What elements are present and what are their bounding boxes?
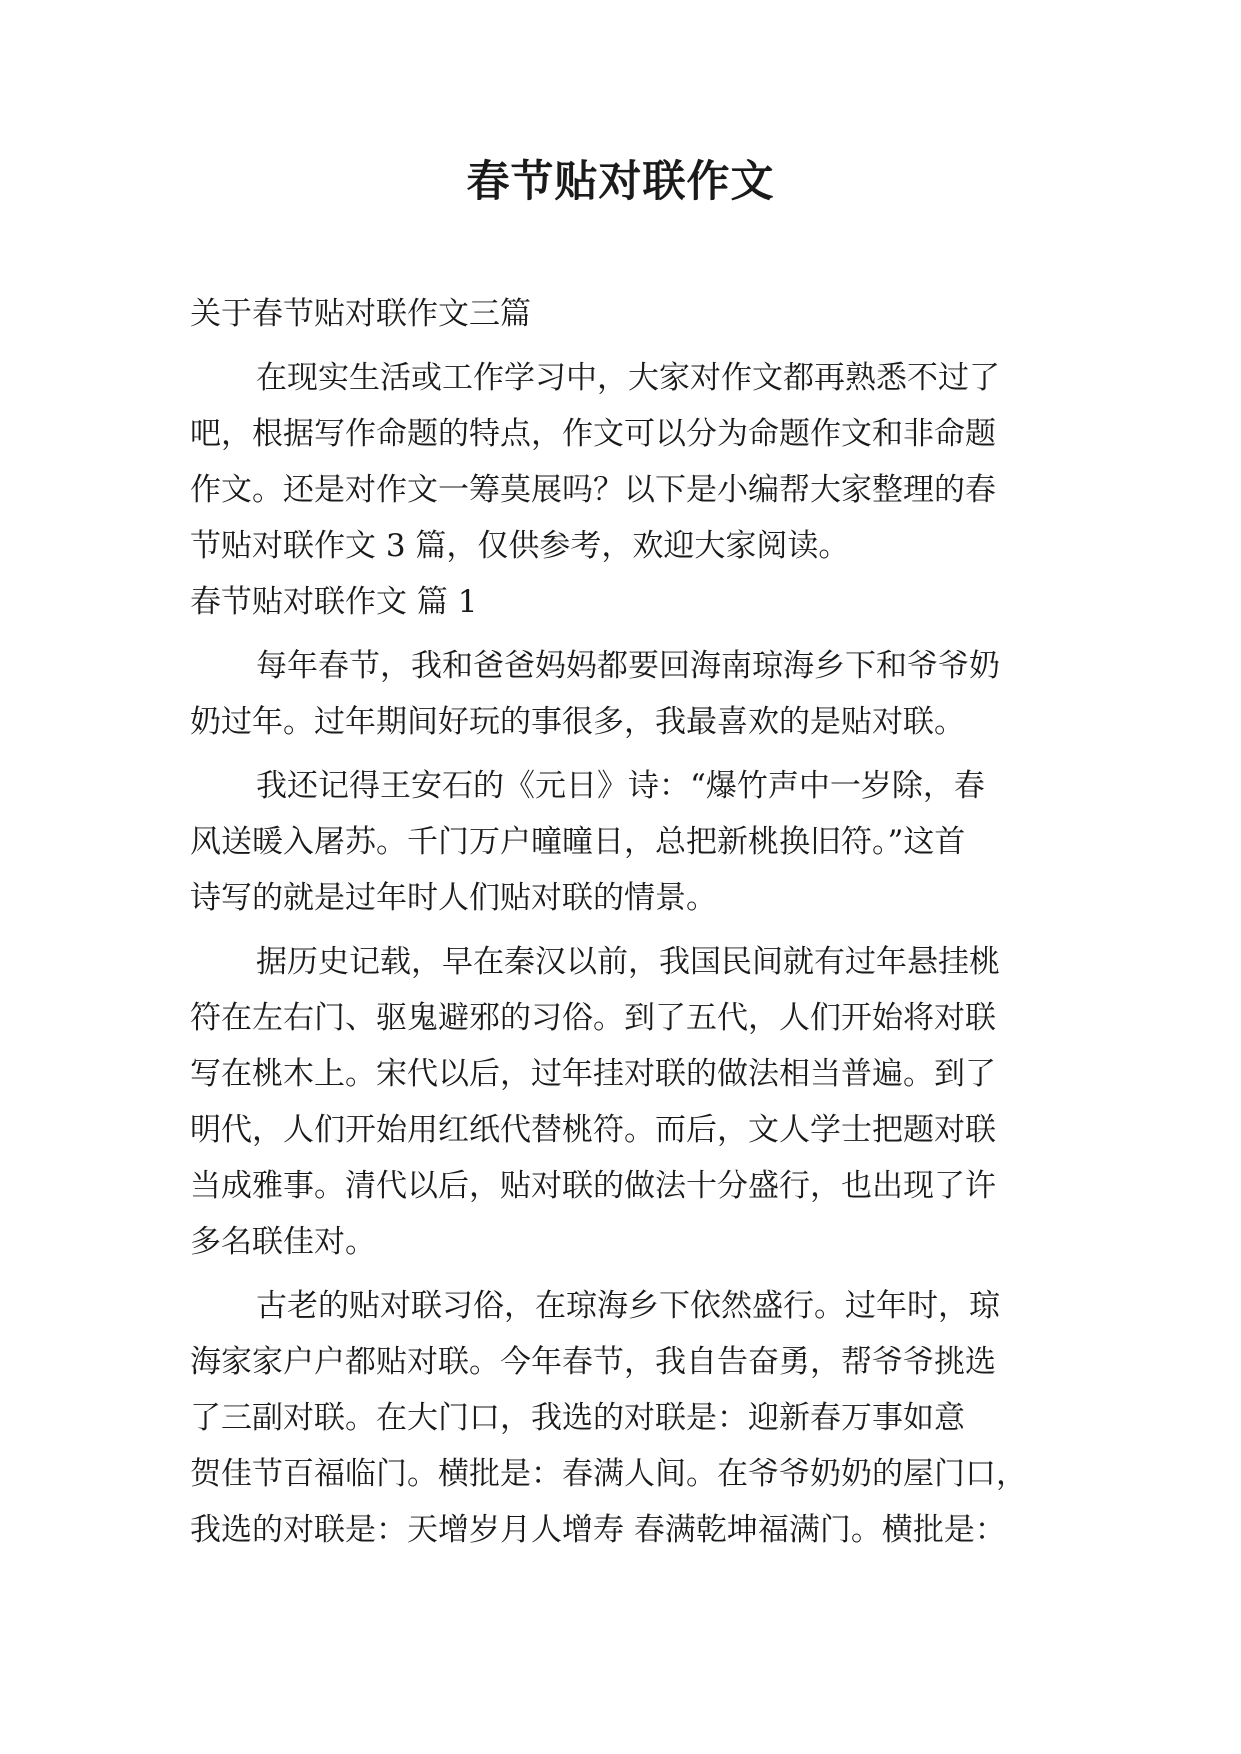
paragraph-4-line-3: 了三副对联。在大门口，我选的对联是：迎新春万事如意 bbox=[190, 1400, 965, 1436]
paragraph-2-line-2: 风送暖入屠苏。千门万户曈曈日，总把新桃换旧符。”这首 bbox=[190, 824, 966, 860]
intro-line-1: 在现实生活或工作学习中，大家对作文都再熟悉不过了 bbox=[256, 360, 1000, 396]
paragraph-3-line-2: 符在左右门、驱鬼避邪的习俗。到了五代，人们开始将对联 bbox=[190, 1000, 996, 1036]
paragraph-4-line-2: 海家家户户都贴对联。今年春节，我自告奋勇，帮爷爷挑选 bbox=[190, 1344, 996, 1380]
section-heading-1: 春节贴对联作文 篇 1 bbox=[190, 584, 478, 620]
paragraph-3-line-6: 多名联佳对。 bbox=[190, 1224, 376, 1260]
paragraph-2-line-1: 我还记得王安石的《元日》诗：“爆竹声中一岁除，春 bbox=[256, 768, 985, 804]
paragraph-4-line-1: 古老的贴对联习俗，在琼海乡下依然盛行。过年时，琼 bbox=[256, 1288, 1000, 1324]
paragraph-3-line-3: 写在桃木上。宋代以后，过年挂对联的做法相当普遍。到了 bbox=[190, 1056, 996, 1092]
paragraph-3-line-1: 据历史记载，早在秦汉以前，我国民间就有过年悬挂桃 bbox=[256, 944, 1000, 980]
subtitle-line: 关于春节贴对联作文三篇 bbox=[190, 296, 531, 332]
document-title: 春节贴对联作文 bbox=[466, 157, 775, 207]
paragraph-1-line-2: 奶过年。过年期间好玩的事很多，我最喜欢的是贴对联。 bbox=[190, 704, 965, 740]
paragraph-3-line-4: 明代，人们开始用红纸代替桃符。而后，文人学士把题对联 bbox=[190, 1112, 996, 1148]
intro-line-4: 节贴对联作文 3 篇，仅供参考，欢迎大家阅读。 bbox=[190, 528, 850, 564]
paragraph-4-line-5: 我选的对联是：天增岁月人增寿 春满乾坤福满门。横批是： bbox=[190, 1512, 1006, 1548]
paragraph-1-line-1: 每年春节，我和爸爸妈妈都要回海南琼海乡下和爷爷奶 bbox=[256, 648, 1000, 684]
paragraph-2-line-3: 诗写的就是过年时人们贴对联的情景。 bbox=[190, 880, 717, 916]
document-body bbox=[190, 286, 1058, 1558]
intro-line-3: 作文。还是对作文一筹莫展吗？以下是小编帮大家整理的春 bbox=[190, 472, 996, 508]
paragraph-3-line-5: 当成雅事。清代以后，贴对联的做法十分盛行，也出现了许 bbox=[190, 1168, 996, 1204]
intro-line-2: 吧，根据写作命题的特点，作文可以分为命题作文和非命题 bbox=[190, 416, 996, 452]
paragraph-4-line-4: 贺佳节百福临门。横批是：春满人间。在爷爷奶奶的屋门口， bbox=[190, 1456, 1027, 1492]
